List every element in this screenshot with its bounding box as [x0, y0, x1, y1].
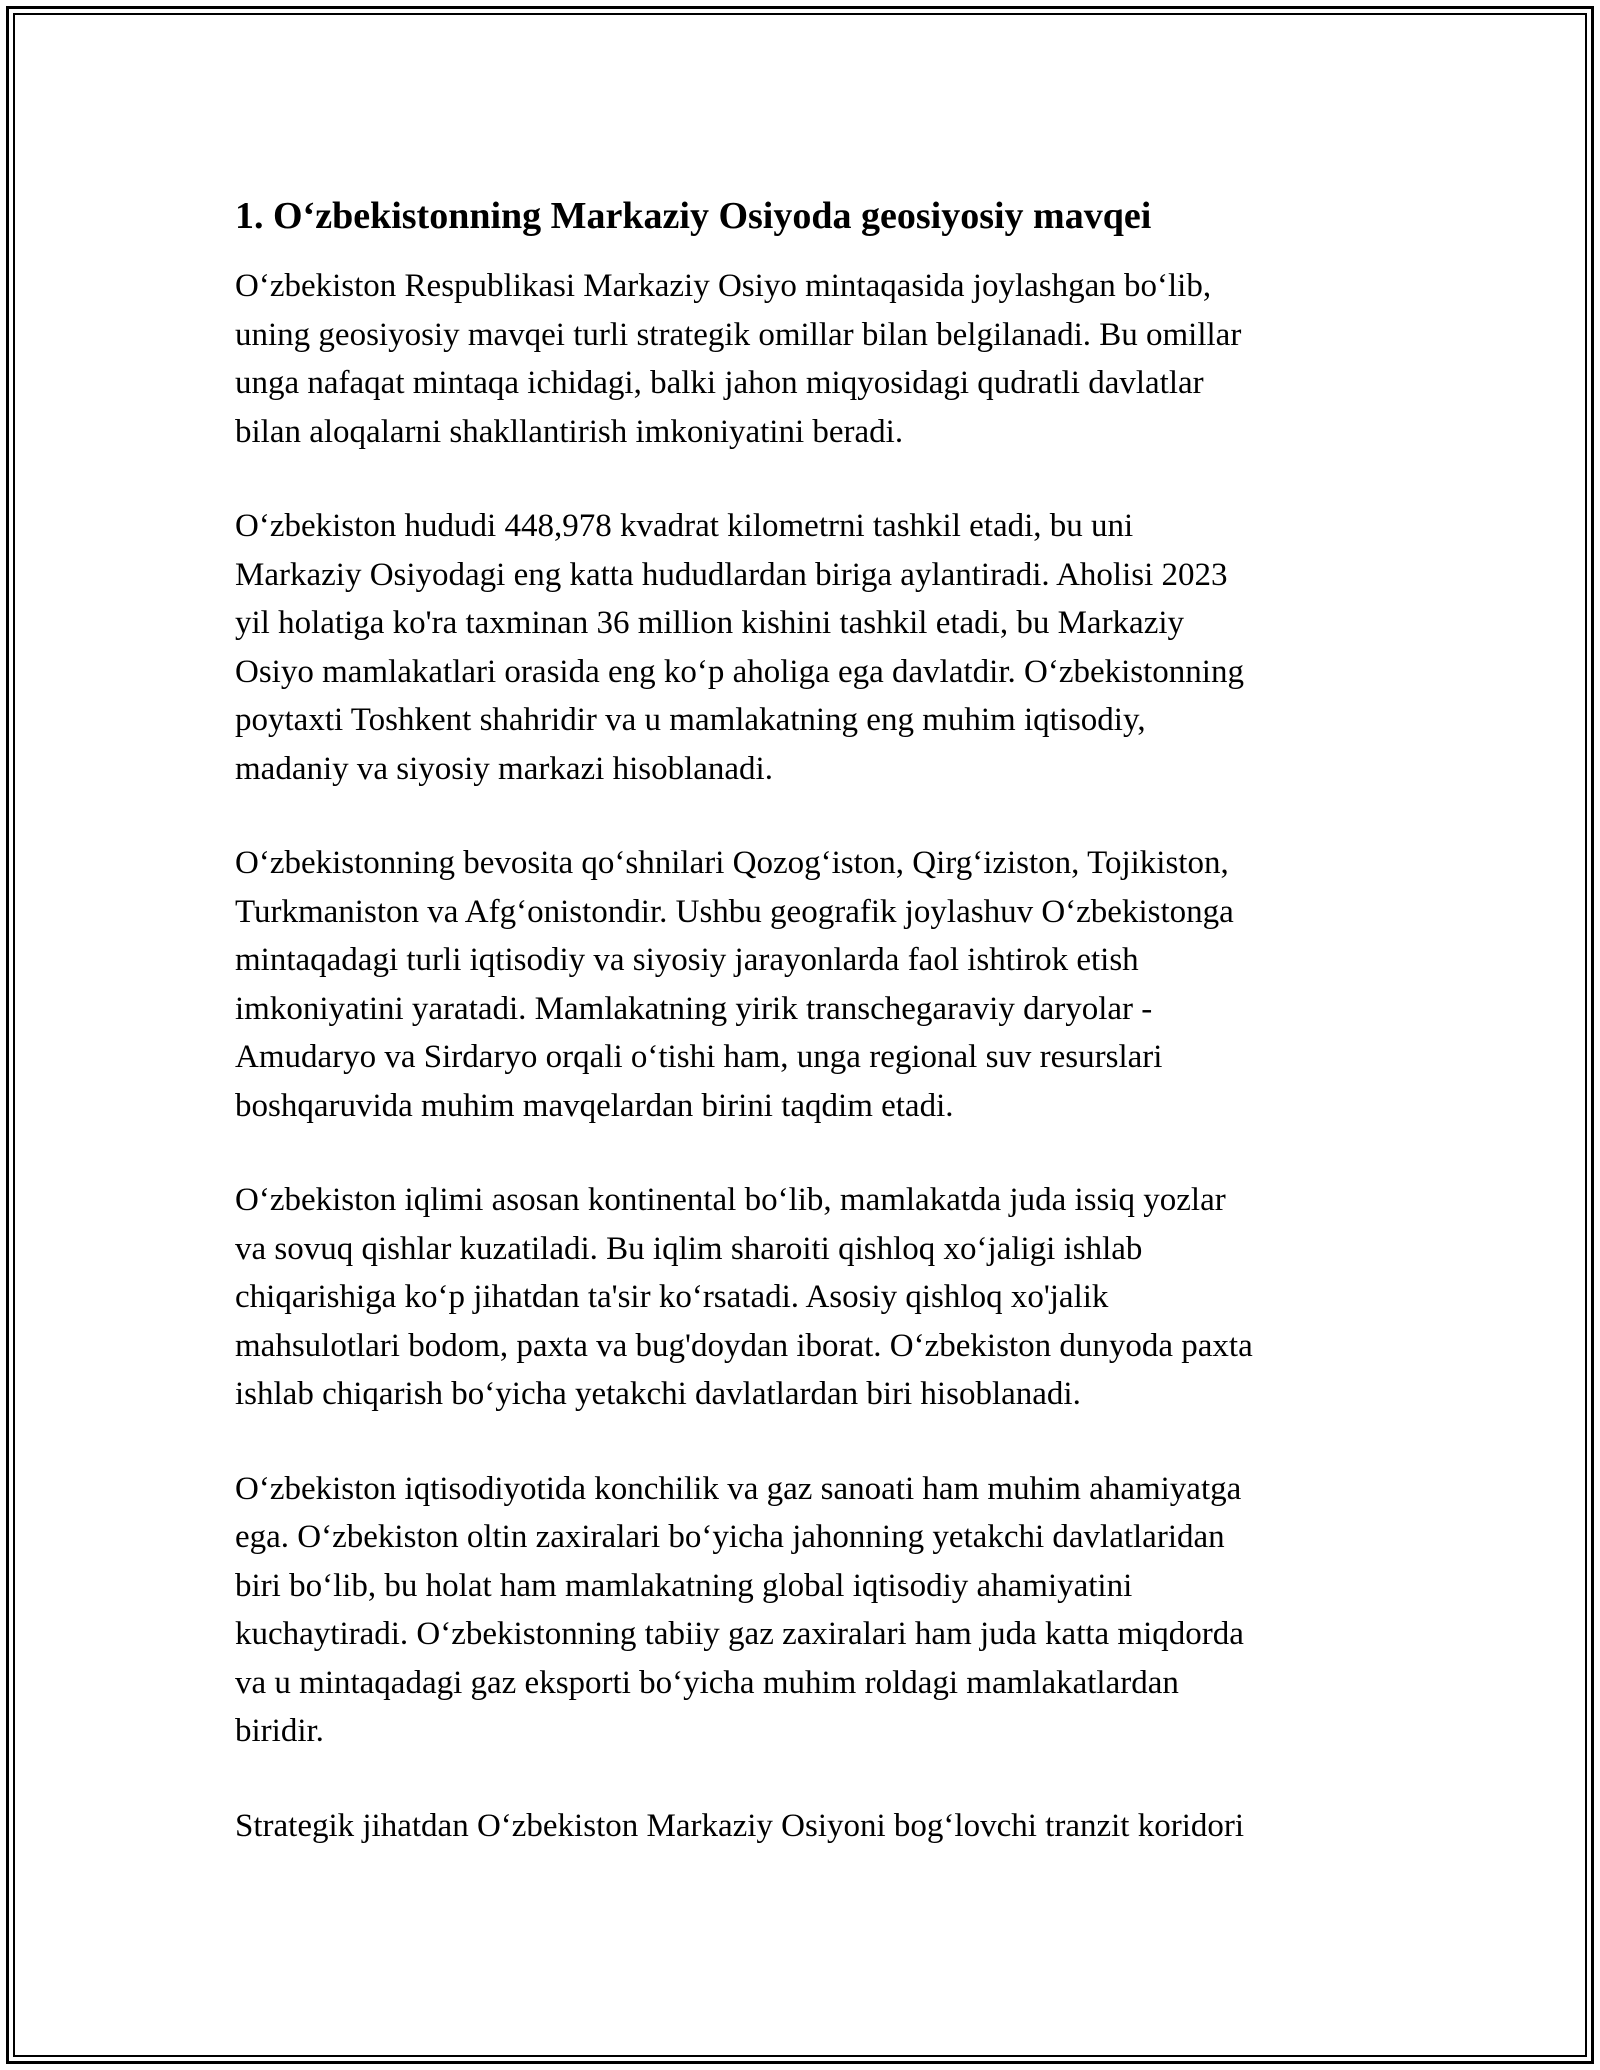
paragraph-line: Amudaryo va Sirdaryo orqali o‘tishi ham, unga regional suv resurslari [235, 1039, 1163, 1075]
paragraph-line: kuchaytiradi. O‘zbekistonning tabiiy gaz zaxiralari ham juda katta miqdorda [235, 1616, 1244, 1652]
paragraph-line: Osiyo mamlakatlari orasida eng ko‘p aholiga ega davlatdir. O‘zbekistonning [235, 653, 1244, 690]
paragraph-line: va sovuq qishlar kuzatiladi. Bu iqlim sharoiti qishloq xo‘jaligi ishlab [235, 1230, 1143, 1267]
paragraph-line: Turkmaniston va Afg‘onistondir. Ushbu geografik joylashuv O‘zbekistonga [235, 893, 1234, 930]
paragraph-line: unga nafaqat mintaqa ichidagi, balki jahon miqyosidagi qudratli davlatlar [235, 365, 1204, 401]
paragraph-line: yil holatiga ko'ra taxminan 36 million kishini tashkil etadi, bu Markaziy [235, 605, 1185, 641]
document-body [235, 190, 1395, 1896]
paragraph-line: biridir. [235, 1713, 324, 1749]
paragraph-5 [235, 1465, 1395, 1756]
paragraph-line: mahsulotlari bodom, paxta va bug'doydan iborat. O‘zbekiston dunyoda paxta [235, 1327, 1253, 1364]
paragraph-line: Markaziy Osiyodagi eng katta hududlardan biriga aylantiradi. Aholisi 2023 [235, 556, 1228, 593]
paragraph-line: mintaqadagi turli iqtisodiy va siyosiy jarayonlarda faol ishtirok etish [235, 942, 1139, 978]
paragraph-line: O‘zbekiston iqlimi asosan kontinental bo‘lib, mamlakatda juda issiq yozlar [235, 1182, 1226, 1218]
paragraph-3 [235, 839, 1395, 1130]
section-heading: 1. O‘zbekistonning Markaziy Osiyoda geosiyosiy mavqei [235, 195, 1152, 237]
paragraph-line: biri bo‘lib, bu holat ham mamlakatning global iqtisodiy ahamiyatini [235, 1567, 1133, 1604]
paragraph-line: O‘zbekistonning bevosita qo‘shnilari Qozog‘iston, Qirg‘iziston, Tojikiston, [235, 845, 1229, 881]
paragraph-4 [235, 1176, 1395, 1419]
paragraph-line: imkoniyatini yaratadi. Mamlakatning yirik transchegaraviy daryolar - [235, 990, 1153, 1027]
paragraph-line: ega. O‘zbekiston oltin zaxiralari bo‘yicha jahonning yetakchi davlatlaridan [235, 1519, 1225, 1555]
paragraph-line: uning geosiyosiy mavqei turli strategik omillar bilan belgilanadi. Bu omillar [235, 316, 1242, 353]
paragraph-line: O‘zbekiston Respublikasi Markaziy Osiyo mintaqasida joylashgan bo‘lib, [235, 268, 1212, 304]
paragraph-line: O‘zbekiston iqtisodiyotida konchilik va gaz sanoati ham muhim ahamiyatga [235, 1470, 1242, 1507]
paragraph-1 [235, 262, 1395, 456]
paragraph-line: ishlab chiqarish bo‘yicha yetakchi davlatlardan biri hisoblanadi. [235, 1376, 1081, 1412]
paragraph-line: Strategik jihatdan O‘zbekiston Markaziy Osiyoni bog‘lovchi tranzit koridori [235, 1807, 1245, 1844]
paragraph-line: poytaxti Toshkent shahridir va u mamlakatning eng muhim iqtisodiy, [235, 702, 1146, 738]
paragraph-line: madaniy va siyosiy markazi hisoblanadi. [235, 750, 773, 787]
paragraph-6 [235, 1802, 1395, 1851]
paragraph-line: O‘zbekiston hududi 448,978 kvadrat kilometrni tashkil etadi, bu uni [235, 508, 1134, 544]
paragraph-2 [235, 502, 1395, 793]
paragraph-line: chiqarishiga ko‘p jihatdan ta'sir ko‘rsatadi. Asosiy qishloq xo'jalik [235, 1279, 1109, 1315]
paragraph-line: bilan aloqalarni shakllantirish imkoniyatini beradi. [235, 413, 904, 450]
paragraph-line: va u mintaqadagi gaz eksporti bo‘yicha muhim roldagi mamlakatlardan [235, 1664, 1179, 1701]
paragraph-line: boshqaruvida muhim mavqelardan birini taqdim etadi. [235, 1087, 954, 1124]
